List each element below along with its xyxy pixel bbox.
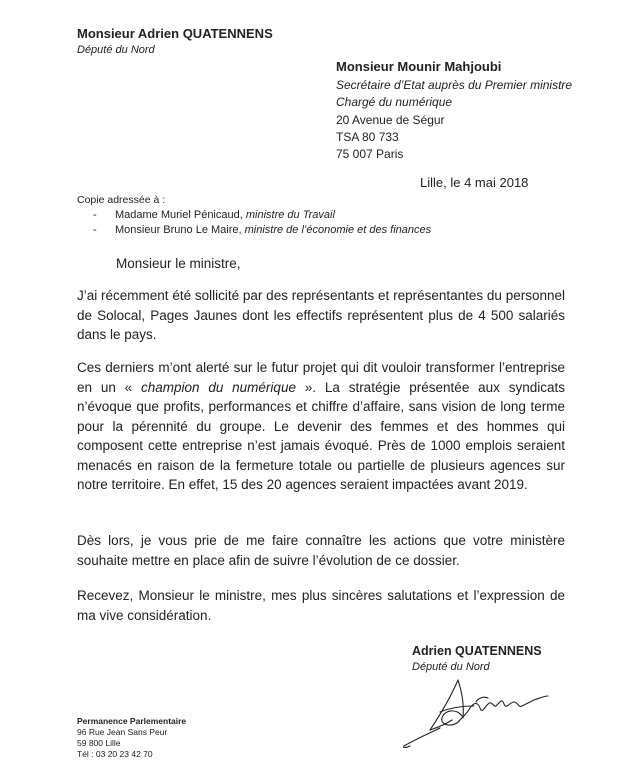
copy-item [93,223,431,238]
sender-name: Monsieur Adrien QUATENNENS [77,26,273,41]
footer-line: 96 Rue Jean Sans Peur [77,727,168,737]
body-paragraph [77,358,565,495]
footer-title: Permanence Parlementaire [77,716,187,726]
copy-item-name: Monsieur Bruno Le Maire, [115,224,245,236]
body-paragraph: Dès lors, je vous prie de me faire connaître les actions que votre ministère souhaite mettre en place afin de suivre l’évolution de ce dossier. [77,533,565,568]
recipient-block [336,58,572,163]
list-dash: - [93,209,97,221]
copy-item-role: ministre du Travail [245,209,335,221]
signer-role: Député du Nord [412,661,490,673]
footer-line: Tél : 03 20 23 42 70 [77,749,153,759]
recipient-title-2: Chargé du numérique [336,95,453,110]
recipient-title-1: Secrétaire d’Etat auprès du Premier ministre [336,78,573,93]
copy-item-name: Madame Muriel Pénicaud, [115,209,246,221]
body-paragraph: J’ai récemment été sollicité par des représentants et représentantes du personnel de Solocal, Pages Jaunes dont les effectifs représentent plus de 4 500 salariés dans le pays. [77,288,565,342]
signer-name: Adrien QUATENNENS [412,644,542,658]
salutation: Monsieur le ministre, [116,256,241,271]
copy-list [93,208,431,238]
copy-item [93,208,431,223]
recipient-name: Monsieur Mounir Mahjoubi [336,59,502,74]
emphasis-text: champion du numérique [140,379,296,395]
footer-address [77,716,186,760]
paragraph-text: ». La stratégie présentée aux syndicats n’évoque que profits, performances et chiffre d’affaire, sans vision de long terme pour la pérennité du groupe. Le devenir des femmes et des hommes qui composent cette entreprise n’est jamais évoqué. Près de 1000 emplois seraient menacés en raison de la fermeture totale ou partielle de plusieurs agences sur notre territoire. En effet, 15 des 20 agences seraient impactées avant 2019. [77,379,565,492]
recipient-address-line: 20 Avenue de Ségur [336,112,445,127]
sender-role: Député du Nord [77,44,155,56]
copy-item-role: ministre de l’économie et des finances [244,224,432,236]
list-dash: - [93,224,97,236]
handwritten-signature [400,672,550,752]
paragraph-text: Ces derniers m’ont alerté sur le futur projet qui dit vouloir transformer l’entreprise en un « [77,360,565,395]
recipient-address-line: TSA 80 733 [336,129,399,144]
closing-paragraph: Recevez, Monsieur le ministre, mes plus sincères salutations et l’expression de ma vive considération. [77,588,565,623]
recipient-address-line: 75 007 Paris [336,147,404,162]
date-line: Lille, le 4 mai 2018 [420,175,529,190]
copy-label: Copie adressée à : [77,194,166,206]
footer-line: 59 800 Lille [77,738,121,748]
